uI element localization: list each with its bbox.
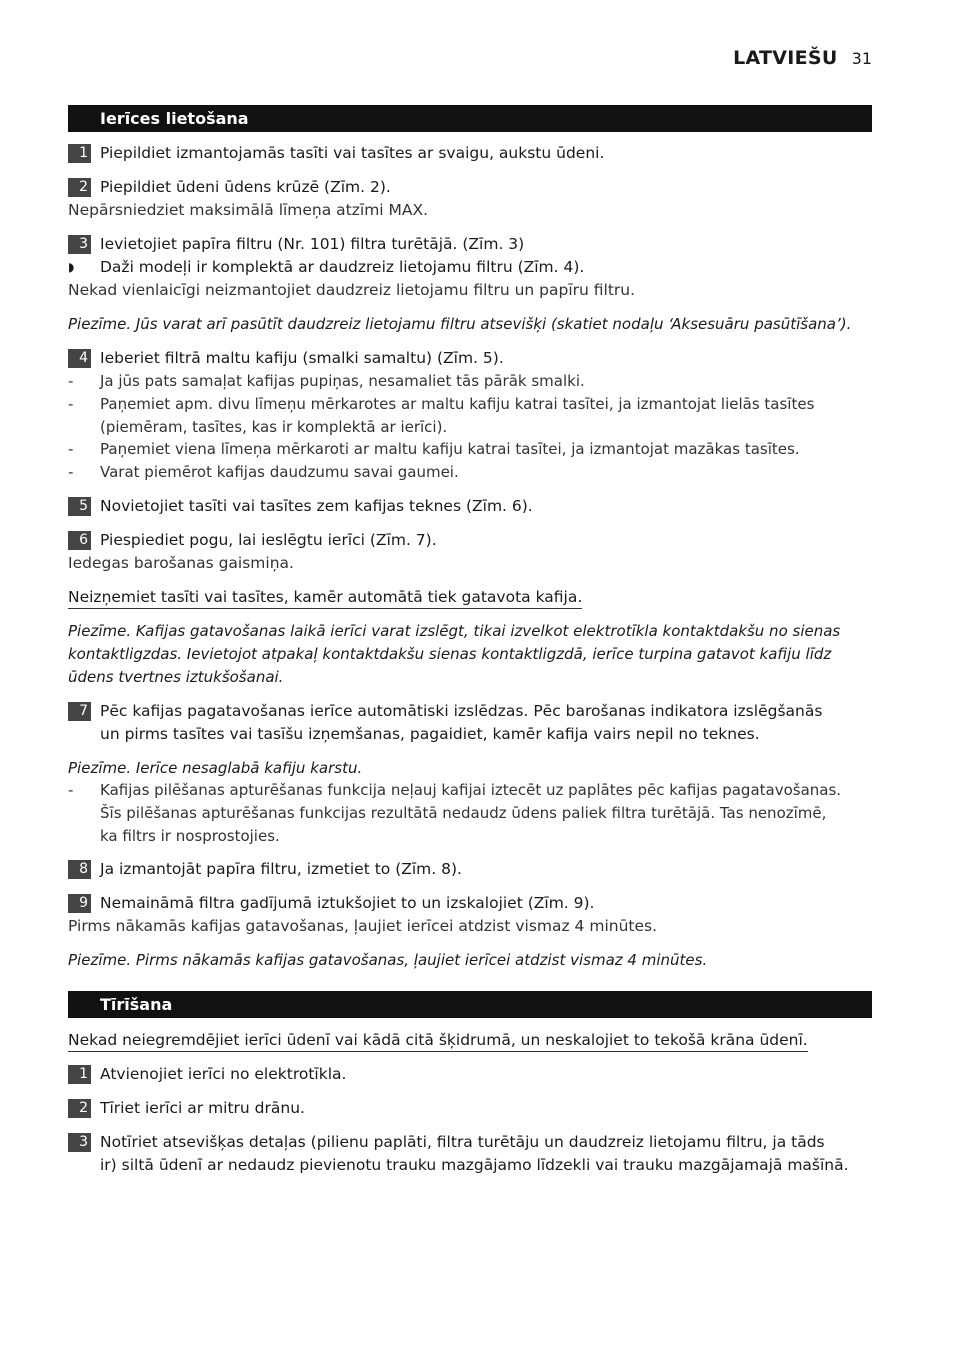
step-text: Ja izmantojāt papīra filtru, izmetiet to (Zīm. 8). bbox=[100, 860, 462, 878]
step-9 bbox=[68, 892, 594, 915]
step-text: Piespiediet pogu, lai ieslēgtu ierīci (Zīm. 7). bbox=[100, 531, 437, 549]
step-number: 2 bbox=[68, 1099, 91, 1118]
note-3: Piezīme. Ierīce nesaglabā kafiju karstu. bbox=[68, 759, 363, 777]
step-7-cont: un pirms tasītes vai tasīšu izņemšanas, pagaidiet, kamēr kafija vairs nepil no teknes. bbox=[100, 725, 760, 743]
dash-icon: - bbox=[68, 372, 74, 390]
step-number: 1 bbox=[68, 1065, 91, 1084]
dash-icon: - bbox=[68, 781, 74, 799]
step-number: 4 bbox=[68, 349, 91, 368]
step-4 bbox=[68, 347, 504, 370]
step-6 bbox=[68, 529, 437, 552]
cleaning-step-2 bbox=[68, 1097, 305, 1120]
cleaning-step-3-cont: ir) siltā ūdenī ar nedaudz pievienotu trauku mazgājamo līdzekli vai trauku mazgājamajā mašīnā. bbox=[100, 1156, 849, 1174]
step-text: Pēc kafijas pagatavošanas ierīce automātiski izslēdzas. Pēc barošanas indikatora izslēgšanās bbox=[100, 702, 823, 720]
dash-text: Varat piemērot kafijas daudzumu savai gaumei. bbox=[100, 463, 459, 481]
language-label: LATVIEŠU bbox=[733, 47, 838, 69]
step-text: Ieberiet filtrā maltu kafiju (smalki samaltu) (Zīm. 5). bbox=[100, 349, 504, 367]
step-1 bbox=[68, 142, 604, 165]
step-number: 3 bbox=[68, 1133, 91, 1152]
step-6-result: Iedegas barošanas gaismiņa. bbox=[68, 554, 294, 572]
step-3 bbox=[68, 233, 524, 256]
step-number: 9 bbox=[68, 894, 91, 913]
dash-text: Paņemiet apm. divu līmeņu mērkarotes ar maltu kafiju katrai tasītei, ja izmantojat lielās tasītes bbox=[100, 395, 815, 413]
note-1: Piezīme. Jūs varat arī pasūtīt daudzreiz lietojamu filtru atsevišķi (skatiet nodaļu ‘Aksesuāru pasūtīšana’). bbox=[68, 315, 852, 333]
note-3-dash-cont-2: ka filtrs ir nosprostojies. bbox=[100, 827, 280, 845]
section-heading-cleaning: Tīrīšana bbox=[68, 991, 872, 1018]
note-2-line-1: Piezīme. Kafijas gatavošanas laikā ierīci varat izslēgt, tikai izvelkot elektrotīkla kontaktdakšu no sienas bbox=[68, 622, 841, 640]
dash-icon: - bbox=[68, 440, 74, 458]
note-3-dash-cont-1: Šīs pilēšanas apturēšanas funkcijas rezultātā nedaudz ūdens paliek filtra turētājā. Tas nenozīmē, bbox=[100, 804, 827, 822]
bullet-triangle-icon: ◗ bbox=[68, 260, 75, 274]
step-text: Atvienojiet ierīci no elektrotīkla. bbox=[100, 1065, 347, 1083]
note-2-line-2: kontaktligzdas. Ievietojot atpakaļ kontaktdakšu sienas kontaktligzdā, ierīce turpina gatavot kafiju līdz bbox=[68, 645, 832, 663]
step-text: Novietojiet tasīti vai tasītes zem kafijas teknes (Zīm. 6). bbox=[100, 497, 533, 515]
step-text: Notīriet atsevišķas detaļas (pilienu paplāti, filtra turētāju un daudzreiz lietojamu filtru, ja tāds bbox=[100, 1133, 825, 1151]
step-number: 7 bbox=[68, 702, 91, 721]
step-2 bbox=[68, 176, 391, 199]
dash-text: Paņemiet viena līmeņa mērkaroti ar maltu kafiju katrai tasītei, ja izmantojat mazākas tasītes. bbox=[100, 440, 800, 458]
step-number: 5 bbox=[68, 497, 91, 516]
step-3-bullet bbox=[68, 256, 584, 279]
step-7 bbox=[68, 700, 822, 723]
step-3-result: Nekad vienlaicīgi neizmantojiet daudzreiz lietojamu filtru un papīru filtru. bbox=[68, 281, 636, 299]
dash-icon: - bbox=[68, 463, 74, 481]
step-number: 3 bbox=[68, 235, 91, 254]
step-4-dash-2 bbox=[68, 393, 814, 416]
step-9-result: Pirms nākamās kafijas gatavošanas, ļaujiet ierīcei atdzist vismaz 4 minūtes. bbox=[68, 917, 658, 935]
step-number: 8 bbox=[68, 860, 91, 879]
step-4-dash-2-cont: (piemēram, tasītes, kas ir komplektā ar ierīci). bbox=[100, 418, 448, 436]
step-2-result: Nepārsniedziet maksimālā līmeņa atzīmi MAX. bbox=[68, 201, 429, 219]
section-heading-use: Ierīces lietošana bbox=[68, 105, 872, 132]
step-text: Tīriet ierīci ar mitru drānu. bbox=[100, 1099, 305, 1117]
step-4-dash-3 bbox=[68, 438, 800, 461]
page-header bbox=[733, 47, 872, 69]
note-2-line-3: ūdens tvertnes iztukšošanai. bbox=[68, 668, 284, 686]
step-text: Ievietojiet papīra filtru (Nr. 101) filtra turētājā. (Zīm. 3) bbox=[100, 235, 525, 253]
step-4-dash-1 bbox=[68, 370, 585, 393]
note-3-dash bbox=[68, 779, 841, 802]
cleaning-step-1 bbox=[68, 1063, 346, 1086]
step-number: 1 bbox=[68, 144, 91, 163]
bullet-text: Daži modeļi ir komplektā ar daudzreiz lietojamu filtru (Zīm. 4). bbox=[100, 258, 585, 276]
step-number: 6 bbox=[68, 531, 91, 550]
cleaning-step-3 bbox=[68, 1131, 825, 1154]
note-4: Piezīme. Pirms nākamās kafijas gatavošanas, ļaujiet ierīcei atdzist vismaz 4 minūtes. bbox=[68, 951, 708, 969]
step-text: Piepildiet izmantojamās tasīti vai tasītes ar svaigu, aukstu ūdeni. bbox=[100, 144, 605, 162]
warning-1: Neizņemiet tasīti vai tasītes, kamēr automātā tiek gatavota kafija. bbox=[68, 586, 582, 609]
dash-text: Kafijas pilēšanas apturēšanas funkcija neļauj kafijai iztecēt uz paplātes pēc kafijas pagatavošanas. bbox=[100, 781, 842, 799]
step-text: Piepildiet ūdeni ūdens krūzē (Zīm. 2). bbox=[100, 178, 391, 196]
page-number: 31 bbox=[851, 49, 872, 68]
step-text: Nemaināmā filtra gadījumā iztukšojiet to un izskalojiet (Zīm. 9). bbox=[100, 894, 595, 912]
dash-text: Ja jūs pats samaļat kafijas pupiņas, nesamaliet tās pārāk smalki. bbox=[100, 372, 585, 390]
step-5 bbox=[68, 495, 533, 518]
step-8 bbox=[68, 858, 462, 881]
step-number: 2 bbox=[68, 178, 91, 197]
cleaning-warning: Nekad neiegremdējiet ierīci ūdenī vai kādā citā šķidrumā, un neskalojiet to tekošā krāna ūdenī. bbox=[68, 1029, 808, 1052]
dash-icon: - bbox=[68, 395, 74, 413]
step-4-dash-4 bbox=[68, 461, 459, 484]
